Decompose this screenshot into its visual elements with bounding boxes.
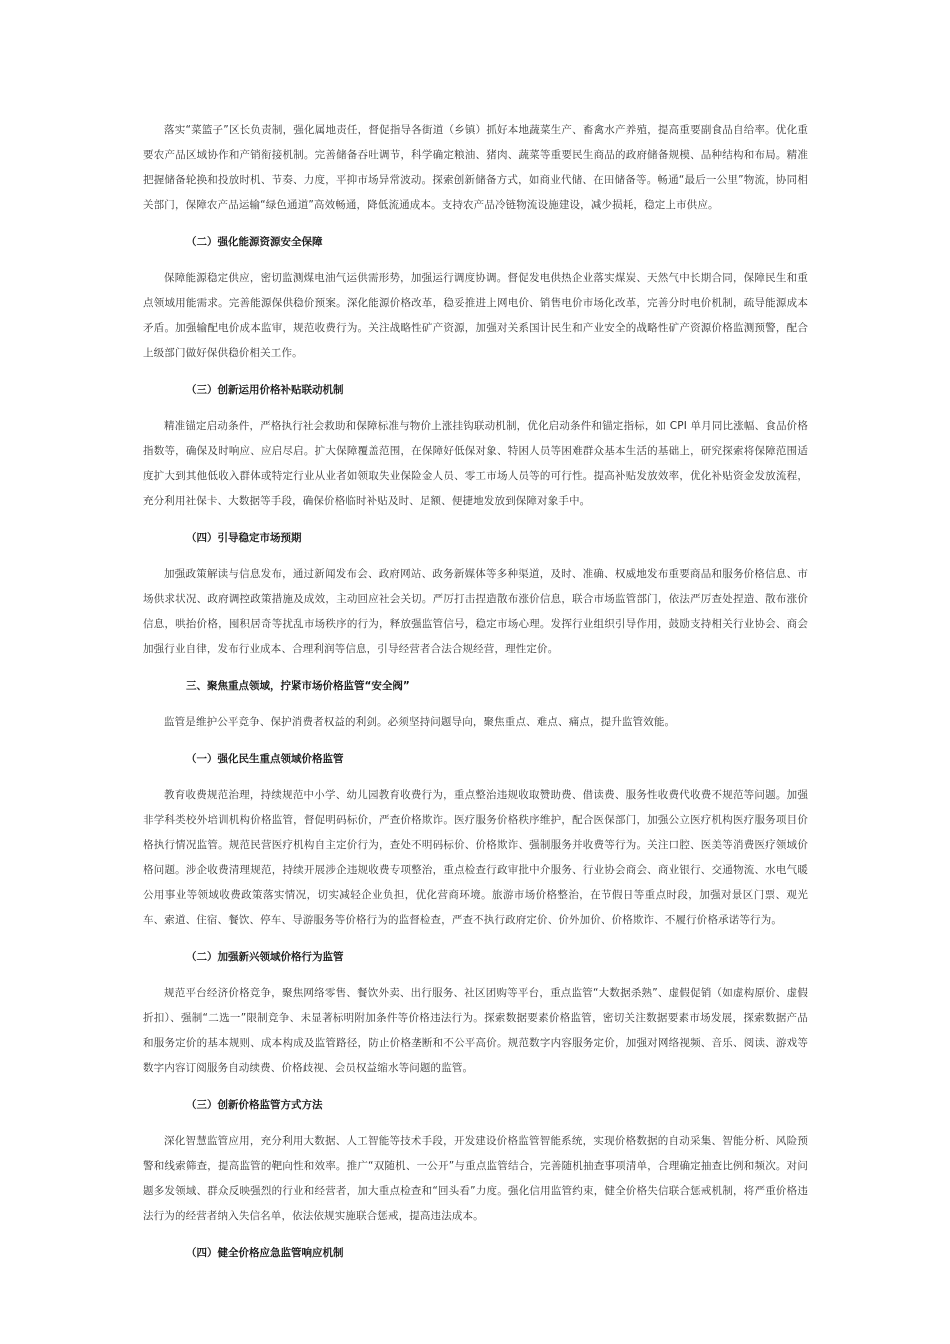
paragraph-livelihood-supervision: 教育收费规范治理，持续规范中小学、幼儿园教育收费行为，重点整治违规收取赞助费、借读费、服务性收费代收费不规范等问题。加强非学科类校外培训机构价格监管，督促明码标价，严查价格欺诈。医疗服务价格秩序维护，配合医保部门，加强公立医疗机构医疗服务项目价格执行情况监管。规范民营医疗机构自主定价行为，查处不明码标价、价格欺诈、强制服务并收费等行为。关注口腔、医美等消费医疗领域价格问题。涉企收费清理规范，持续开展涉企违规收费专项整治，重点检查行政审批中介服务、行业协会商会、商业银行、交通物流、水电气暖公用事业等领域收费政策落实情况，切实减轻企业负担，优化营商环境。旅游市场价格整治，在节假日等重点时段，加强对景区门票、观光车、索道、住宿、餐饮、停车、导游服务等价格行为的监督检查，严查不执行政府定价、价外加价、价格欺诈、不履行价格承诺等行为。 bbox=[143, 789, 808, 926]
heading-emerging-fields: （二）加强新兴领域价格行为监管 bbox=[186, 951, 344, 963]
heading-innovative-methods: （三）创新价格监管方式方法 bbox=[186, 1099, 323, 1111]
section-title-price-supervision: 三、聚焦重点领域，拧紧市场价格监管“安全阀” bbox=[186, 680, 410, 692]
paragraph-price-subsidy: 精准锚定启动条件，严格执行社会救助和保障标准与物价上涨挂钩联动机制，优化启动条件和锚定指标，如 CPI 单月同比涨幅、食品价格指数等，确保及时响应、应启尽启。扩大保障覆盖范围，在保障好低保对象、特困人员等困难群众基本生活的基础上，研究探索将保障范围适度扩大到其他低收入群体或特定行业从业者如领取失业保险金人员、零工市场人员等的可行性。提高补贴发放效率，优化补贴资金发放流程，充分利用社保卡、大数据等手段，确保价格临时补贴及时、足额、便捷地发放到保障对象手中。 bbox=[143, 420, 808, 507]
heading-price-subsidy: （三）创新运用价格补贴联动机制 bbox=[186, 384, 344, 396]
heading-livelihood-supervision: （一）强化民生重点领域价格监管 bbox=[186, 753, 344, 765]
paragraph-supervision-intro: 监管是维护公平竞争、保护消费者权益的利剑。必须坚持问题导向，聚焦重点、难点、痛点，提升监管效能。 bbox=[164, 716, 676, 728]
heading-market-expectations: （四）引导稳定市场预期 bbox=[186, 532, 302, 544]
paragraph-vegetable-basket: 落实“菜篮子”区长负责制，强化属地责任，督促指导各街道（乡镇）抓好本地蔬菜生产、畜禽水产养殖，提高重要副食品自给率。优化重要农产品区域协作和产销衔接机制。完善储备吞吐调节，科学确定粮油、猪肉、蔬菜等重要民生商品的政府储备规模、品种结构和布局。精准把握储备轮换和投放时机、节奏、力度，平抑市场异常波动。探索创新储备方式，如商业代储、在田储备等。畅通“最后一公里”物流，协同相关部门，保障农产品运输“绿色通道”高效畅通，降低流通成本。支持农产品冷链物流设施建设，减少损耗，稳定上市供应。 bbox=[143, 124, 808, 211]
paragraph-market-expectations: 加强政策解读与信息发布，通过新闻发布会、政府网站、政务新媒体等多种渠道，及时、准确、权威地发布重要商品和服务价格信息、市场供求状况、政府调控政策措施及成效，主动回应社会关切。严厉打击捏造散布涨价信息，联合市场监管部门，依法严厉查处捏造、散布涨价信息，哄抬价格，囤积居奇等扰乱市场秩序的行为，释放强监管信号，稳定市场心理。发挥行业组织引导作用，鼓励支持相关行业协会、商会加强行业自律，发布行业成本、合理利润等信息，引导经营者合法合规经营，理性定价。 bbox=[143, 568, 808, 655]
document-body bbox=[143, 118, 808, 1277]
paragraph-emerging-fields: 规范平台经济价格竞争，聚焦网络零售、餐饮外卖、出行服务、社区团购等平台，重点监管“大数据杀熟”、虚假促销（如虚构原价、虚假折扣）、强制“二选一”限制竞争、未显著标明附加条件等价格违法行为。探索数据要素价格监管，密切关注数据要素市场发展，探索数据产品和服务定价的基本规则、成本构成及监管路径，防止价格垄断和不公平高价。规范数字内容服务定价，加强对网络视频、音乐、阅读、游戏等数字内容订阅服务自动续费、价格歧视、会员权益缩水等问题的监管。 bbox=[143, 987, 808, 1074]
heading-energy-security: （二）强化能源资源安全保障 bbox=[186, 236, 323, 248]
paragraph-innovative-methods: 深化智慧监管应用，充分利用大数据、人工智能等技术手段，开发建设价格监管智能系统，实现价格数据的自动采集、智能分析、风险预警和线索筛查，提高监管的靶向性和效率。推广“双随机、一公开”与重点监管结合，完善随机抽查事项清单，合理确定抽查比例和频次。对问题多发领域、群众反映强烈的行业和经营者，加大重点检查和“回头看”力度。强化信用监管约束，健全价格失信联合惩戒机制，将严重价格违法行为的经营者纳入失信名单，依法依规实施联合惩戒，提高违法成本。 bbox=[143, 1135, 808, 1222]
paragraph-energy-supply: 保障能源稳定供应，密切监测煤电油气运供需形势，加强运行调度协调。督促发电供热企业落实煤炭、天然气中长期合同，保障民生和重点领域用能需求。完善能源保供稳价预案。深化能源价格改革，稳妥推进上网电价、销售电价市场化改革，完善分时电价机制，疏导能源成本矛盾。加强输配电价成本监审，规范收费行为。关注战略性矿产资源，加强对关系国计民生和产业安全的战略性矿产资源价格监测预警，配合上级部门做好保供稳价相关工作。 bbox=[143, 272, 808, 359]
heading-emergency-response: （四）健全价格应急监管响应机制 bbox=[186, 1247, 344, 1259]
